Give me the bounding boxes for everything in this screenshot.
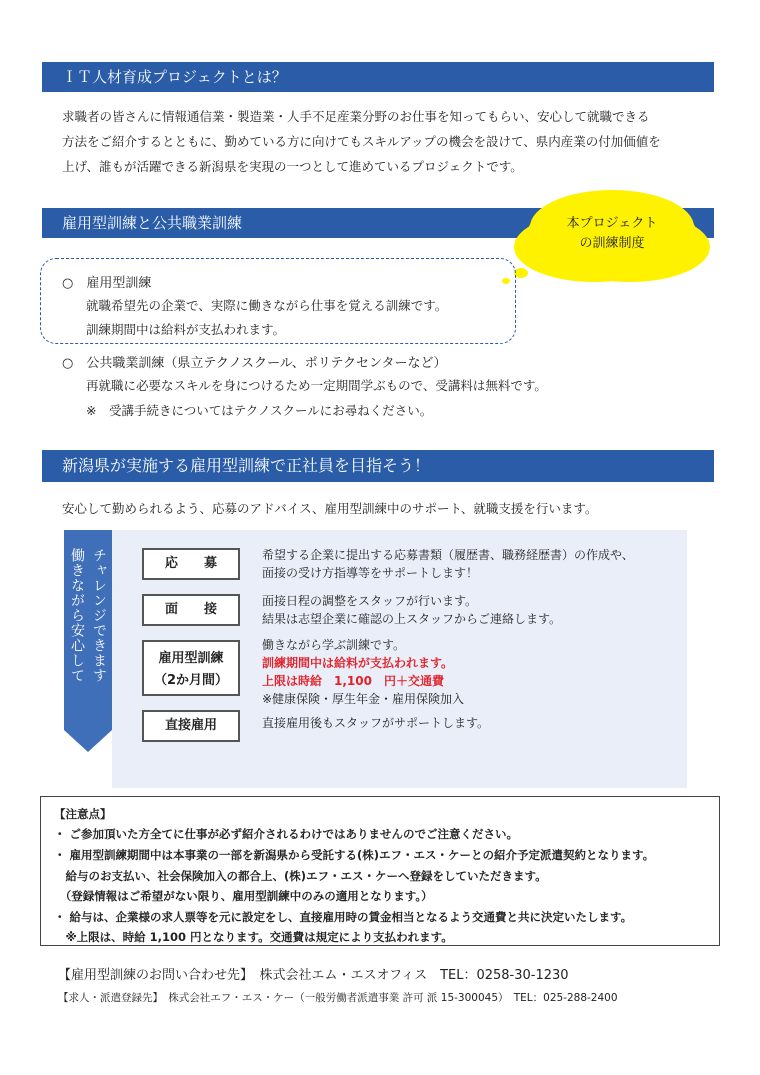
arrow-text-col: 働きながら安心して (69, 548, 85, 683)
step-apply: 応 募 (142, 548, 240, 580)
step-desc-line: 直接雇用後もスタッフがサポートします。 (262, 716, 490, 730)
step-training-duration: （2か月間） (153, 673, 229, 688)
intro-paragraph (62, 104, 722, 179)
step-interview-desc (262, 592, 682, 628)
section-header-it-project: ＩＴ人材育成プロジェクトとは？ (42, 62, 714, 92)
step-desc-line: ※健康保険・厚生年金・雇用保険加入 (262, 692, 465, 706)
cloud-line: の訓練制度 (579, 236, 645, 251)
notes-line: （登録情報はご希望がない限り、雇用型訓練中のみの適用となります。） (54, 889, 433, 903)
section-header-training-types: 雇用型訓練と公共職業訓練 (42, 208, 714, 238)
contact-inquiry: 【雇用型訓練のお問い合わせ先】 株式会社エム・エスオフィス TEL：0258-30-1230 (58, 968, 569, 983)
step-desc-line: 面接の受け方指導等をサポートします！ (262, 566, 479, 580)
step-direct-hire: 直接雇用 (142, 710, 240, 742)
step-training (142, 640, 240, 696)
step-desc-line: 面接日程の調整をスタッフが行います。 (262, 594, 478, 608)
public-training-desc: 再就職に必要なスキルを身につけるため一定期間学ぶもので、受講料は無料です。 (86, 378, 547, 393)
step-desc-line: 働きながら学ぶ訓練です。 (262, 638, 406, 652)
step-desc-highlight: 上限は時給 1,100 円＋交通費 (262, 674, 444, 688)
intro-line: 求職者の皆さんに情報通信業・製造業・人手不足産業分野のお仕事を知ってもらい、安心して就職できる (62, 109, 650, 124)
employment-training-desc: 訓練期間中は給料が支払われます。 (86, 322, 286, 337)
intro-line: 上げ、誰もが活躍できる新潟県を実現の一つとして進めているプロジェクトです。 (62, 159, 523, 174)
step-training-label: 雇用型訓練 (158, 651, 224, 666)
employment-training-title: ○ 雇用型訓練 (62, 276, 152, 291)
notes-heading: 【注意点】 (54, 807, 112, 821)
step-desc-line: 希望する企業に提出する応募書類（履歴書、職務経歴書）の作成や、 (262, 548, 634, 562)
notes-line: ・ 雇用型訓練期間中は本事業の一部を新潟県から受託する(株)エフ・エス・ケーとの紹介予定派遣契約となります。 (54, 848, 655, 862)
thought-bubble (514, 268, 528, 278)
public-training-note: ※ 受講手続きについてはテクノスクールにお尋ねください。 (86, 403, 433, 418)
step-desc-highlight: 訓練期間中は給料が支払われます。 (262, 656, 454, 670)
section-header-aim-fulltime: 新潟県が実施する雇用型訓練で正社員を目指そう！ (42, 450, 714, 482)
public-training-title: ○ 公共職業訓練（県立テクノスクール、ポリテクセンターなど） (62, 356, 447, 371)
step-interview: 面 接 (142, 594, 240, 626)
step-training-desc (262, 636, 682, 708)
contact-registration: 【求人・派遣登録先】 株式会社エフ・エス・ケー（一般労働者派遣事業 許可 派 15-300045） TEL：025-288-2400 (58, 992, 618, 1004)
cloud-line: 本プロジェクト (566, 216, 658, 231)
employment-training-desc: 就職希望先の企業で、実際に働きながら仕事を覚える訓練です。 (86, 298, 448, 313)
notes-line: ・ 給与は、企業様の求人票等を元に設定をし、直接雇用時の賃金相当となるよう交通費と共に決定いたします。 (54, 910, 633, 924)
step-apply-desc (262, 546, 682, 582)
notes-line: ・ ご参加頂いた方全てに仕事が必ず紹介されるわけではありませんのでご注意ください。 (54, 827, 518, 841)
support-intro: 安心して勤められるよう、応募のアドバイス、雇用型訓練中のサポート、就職支援を行います。 (62, 501, 598, 516)
step-direct-hire-desc (262, 714, 682, 732)
intro-line: 方法をご紹介するとともに、勤めている方に向けてもスキルアップの機会を設けて、県内産業の付加価値を (62, 134, 661, 149)
step-desc-line: 結果は志望企業に確認の上スタッフからご連絡します。 (262, 612, 562, 626)
notes-line: ※上限は、時給 1,100 円となります。交通費は規定により支払われます。 (54, 930, 453, 944)
flow-arrow-text (64, 548, 112, 738)
notes-line: 給与のお支払い、社会保険加入の都合上、(株)エフ・エス・ケーへ登録をしていただきます。 (54, 869, 547, 883)
callout-cloud-text (526, 214, 698, 254)
arrow-text-col: チャレンジできます (91, 548, 107, 683)
